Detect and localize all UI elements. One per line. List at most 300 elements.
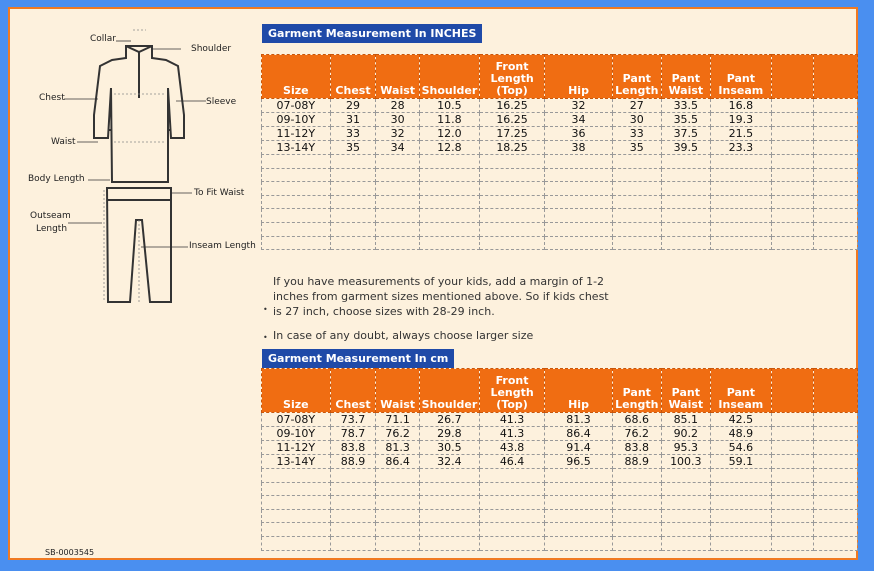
- empty-cell: [419, 182, 479, 196]
- measure-cell: 95.3: [661, 441, 710, 455]
- empty-cell: [330, 195, 376, 209]
- empty-cell: [661, 155, 710, 169]
- column-header-line: (Top): [496, 84, 528, 97]
- label-sleeve: Sleeve: [206, 97, 237, 107]
- empty-cell: [661, 523, 710, 537]
- empty-cell: [661, 182, 710, 196]
- column-header-line: Chest: [335, 398, 371, 411]
- empty-cell: [262, 182, 331, 196]
- column-header: [661, 369, 710, 413]
- label-outseam-length: Length: [36, 224, 68, 234]
- column-header: [419, 55, 479, 99]
- empty-cell: [710, 509, 771, 523]
- measure-cell: 11.8: [419, 113, 479, 127]
- measure-cell: 88.9: [330, 455, 376, 469]
- empty-cell: [479, 496, 544, 510]
- empty-cell: [479, 155, 544, 169]
- measure-cell: 34: [545, 113, 613, 127]
- measure-cell: 54.6: [710, 441, 771, 455]
- empty-cell: [661, 496, 710, 510]
- empty-cell: [612, 509, 661, 523]
- empty-cell: [612, 209, 661, 223]
- empty-cell: [262, 496, 331, 510]
- measure-cell: 73.7: [330, 413, 376, 427]
- measure-cell: 16.8: [710, 99, 771, 113]
- cm-section-title: Garment Measurement In cm: [262, 349, 454, 368]
- empty-cell: [419, 523, 479, 537]
- column-header-line: Waist: [380, 84, 416, 97]
- empty-cell: [710, 195, 771, 209]
- measure-cell: 10.5: [419, 99, 479, 113]
- measure-cell: 34: [376, 141, 420, 155]
- column-header-line: Chest: [335, 84, 371, 97]
- empty-cell: [612, 469, 661, 483]
- table-row: [262, 141, 858, 155]
- empty-row: [262, 222, 858, 236]
- empty-cell: [771, 455, 813, 469]
- empty-cell: [479, 523, 544, 537]
- measure-cell: 19.3: [710, 113, 771, 127]
- empty-cell: [376, 155, 420, 169]
- measure-cell: 96.5: [545, 455, 613, 469]
- empty-cell: [612, 482, 661, 496]
- empty-cell: [814, 455, 858, 469]
- empty-cell: [262, 195, 331, 209]
- sizing-note-line-2: inches from garment sizes mentioned above. So if kids chest: [273, 290, 609, 303]
- measure-cell: 21.5: [710, 127, 771, 141]
- measure-cell: 83.8: [612, 441, 661, 455]
- column-header-line: [420, 375, 479, 387]
- empty-cell: [330, 168, 376, 182]
- empty-cell: [545, 482, 613, 496]
- measure-cell: 28: [376, 99, 420, 113]
- column-header: [710, 55, 771, 99]
- measure-cell: 29: [330, 99, 376, 113]
- empty-cell: [612, 155, 661, 169]
- column-header: [545, 55, 613, 99]
- table-row: [262, 427, 858, 441]
- column-header-line: Length: [490, 386, 534, 399]
- empty-cell: [814, 222, 858, 236]
- column-header-line: Front: [495, 60, 529, 73]
- measure-cell: 90.2: [661, 427, 710, 441]
- size-cell: 13-14Y: [262, 141, 331, 155]
- empty-row: [262, 195, 858, 209]
- empty-cell: [545, 168, 613, 182]
- column-header: [661, 55, 710, 99]
- measure-cell: 83.8: [330, 441, 376, 455]
- empty-cell: [771, 209, 813, 223]
- empty-cell: [612, 523, 661, 537]
- empty-cell: [376, 195, 420, 209]
- table-row: [262, 455, 858, 469]
- size-cell: 07-08Y: [262, 413, 331, 427]
- table-row: [262, 127, 858, 141]
- column-header-line: Pant: [622, 72, 651, 85]
- column-header: [612, 369, 661, 413]
- empty-cell: [419, 469, 479, 483]
- empty-cell: [330, 155, 376, 169]
- empty-cell: [262, 236, 331, 250]
- column-header-line: [376, 375, 419, 387]
- empty-row: [262, 523, 858, 537]
- empty-cell: [814, 236, 858, 250]
- empty-cell: [479, 168, 544, 182]
- empty-cell: [710, 523, 771, 537]
- column-header-line: Hip: [568, 398, 589, 411]
- size-cell: 13-14Y: [262, 455, 331, 469]
- empty-row: [262, 168, 858, 182]
- measure-cell: 42.5: [710, 413, 771, 427]
- empty-row: [262, 209, 858, 223]
- empty-cell: [419, 222, 479, 236]
- empty-cell: [545, 536, 613, 550]
- empty-cell: [419, 155, 479, 169]
- empty-cell: [479, 482, 544, 496]
- empty-row: [262, 536, 858, 550]
- empty-cell: [771, 195, 813, 209]
- empty-cell: [814, 209, 858, 223]
- kurta-pajama-illustration: [16, 20, 261, 320]
- column-header-line: Inseam: [718, 398, 764, 411]
- empty-cell: [479, 236, 544, 250]
- measure-cell: 36: [545, 127, 613, 141]
- label-inseam: Inseam Length: [189, 241, 256, 251]
- empty-cell: [771, 469, 813, 483]
- size-cell: 07-08Y: [262, 99, 331, 113]
- measure-cell: 16.25: [479, 99, 544, 113]
- sizing-note-line-3: is 27 inch, choose sizes with 28-29 inch.: [273, 305, 495, 318]
- label-outseam: Outseam: [30, 211, 71, 221]
- column-header: [710, 369, 771, 413]
- measure-cell: 33: [612, 127, 661, 141]
- sizing-note-line-1: If you have measurements of your kids, add a margin of 1-2: [273, 275, 605, 288]
- column-header-line: Length: [615, 84, 659, 97]
- measure-cell: 41.3: [479, 427, 544, 441]
- empty-cell: [612, 182, 661, 196]
- empty-cell: [771, 236, 813, 250]
- label-shoulder: Shoulder: [191, 44, 232, 54]
- empty-cell: [661, 195, 710, 209]
- empty-cell: [814, 482, 858, 496]
- measure-cell: 100.3: [661, 455, 710, 469]
- empty-cell: [814, 99, 858, 113]
- empty-cell: [376, 523, 420, 537]
- empty-cell: [262, 155, 331, 169]
- measure-cell: 32.4: [419, 455, 479, 469]
- empty-cell: [262, 209, 331, 223]
- empty-cell: [262, 509, 331, 523]
- empty-cell: [814, 496, 858, 510]
- measure-cell: 31: [330, 113, 376, 127]
- column-header: [330, 369, 376, 413]
- size-cell: 11-12Y: [262, 441, 331, 455]
- column-header-line: Shoulder: [421, 398, 478, 411]
- empty-cell: [262, 469, 331, 483]
- measure-cell: 18.25: [479, 141, 544, 155]
- empty-cell: [814, 195, 858, 209]
- empty-cell: [814, 182, 858, 196]
- table-row: [262, 99, 858, 113]
- doubt-note: In case of any doubt, always choose larger size: [273, 329, 534, 342]
- empty-header-cell: [814, 369, 858, 413]
- empty-cell: [262, 482, 331, 496]
- empty-header-cell: [771, 369, 813, 413]
- empty-cell: [376, 182, 420, 196]
- measure-cell: 81.3: [545, 413, 613, 427]
- column-header-line: Pant: [726, 72, 755, 85]
- column-header-line: Hip: [568, 84, 589, 97]
- empty-cell: [545, 496, 613, 510]
- column-header-line: Pant: [622, 386, 651, 399]
- empty-cell: [661, 209, 710, 223]
- empty-cell: [419, 236, 479, 250]
- empty-cell: [710, 236, 771, 250]
- column-header-line: [376, 61, 419, 73]
- header-row: [262, 369, 858, 413]
- column-header-line: [331, 61, 376, 73]
- empty-cell: [545, 469, 613, 483]
- empty-cell: [612, 236, 661, 250]
- column-header: [262, 55, 331, 99]
- empty-cell: [710, 182, 771, 196]
- empty-cell: [376, 509, 420, 523]
- empty-cell: [661, 236, 710, 250]
- empty-cell: [419, 168, 479, 182]
- empty-cell: [479, 182, 544, 196]
- empty-cell: [710, 155, 771, 169]
- empty-cell: [330, 209, 376, 223]
- empty-cell: [710, 168, 771, 182]
- column-header: [612, 55, 661, 99]
- empty-cell: [710, 469, 771, 483]
- empty-cell: [771, 113, 813, 127]
- empty-cell: [814, 168, 858, 182]
- empty-cell: [710, 482, 771, 496]
- empty-cell: [419, 482, 479, 496]
- empty-cell: [814, 523, 858, 537]
- empty-cell: [710, 496, 771, 510]
- empty-cell: [330, 523, 376, 537]
- label-chest: Chest: [39, 93, 65, 103]
- measure-cell: 37.5: [661, 127, 710, 141]
- measure-cell: 33.5: [661, 99, 710, 113]
- empty-row: [262, 509, 858, 523]
- column-header-line: Pant: [671, 72, 700, 85]
- empty-cell: [376, 469, 420, 483]
- measure-cell: 91.4: [545, 441, 613, 455]
- empty-cell: [612, 496, 661, 510]
- empty-cell: [419, 209, 479, 223]
- label-waist: Waist: [51, 137, 76, 147]
- measure-cell: 71.1: [376, 413, 420, 427]
- empty-cell: [262, 523, 331, 537]
- empty-cell: [330, 469, 376, 483]
- measure-cell: 81.3: [376, 441, 420, 455]
- empty-cell: [376, 168, 420, 182]
- table-row: [262, 413, 858, 427]
- measure-cell: 23.3: [710, 141, 771, 155]
- empty-cell: [612, 536, 661, 550]
- empty-row: [262, 182, 858, 196]
- measure-cell: 12.8: [419, 141, 479, 155]
- empty-cell: [330, 222, 376, 236]
- column-header: [376, 55, 420, 99]
- measure-cell: 86.4: [376, 455, 420, 469]
- measure-cell: 76.2: [612, 427, 661, 441]
- empty-cell: [376, 536, 420, 550]
- measure-cell: 86.4: [545, 427, 613, 441]
- empty-cell: [545, 222, 613, 236]
- empty-cell: [771, 496, 813, 510]
- column-header-line: Front: [495, 374, 529, 387]
- measure-cell: 46.4: [479, 455, 544, 469]
- garment-diagram: [16, 20, 261, 320]
- empty-cell: [710, 536, 771, 550]
- measure-cell: 12.0: [419, 127, 479, 141]
- measure-cell: 35.5: [661, 113, 710, 127]
- table-row: [262, 441, 858, 455]
- empty-cell: [376, 209, 420, 223]
- column-header: [330, 55, 376, 99]
- empty-row: [262, 482, 858, 496]
- header-row: [262, 55, 858, 99]
- column-header: [479, 369, 544, 413]
- empty-cell: [814, 127, 858, 141]
- measure-cell: 27: [612, 99, 661, 113]
- empty-cell: [376, 222, 420, 236]
- measure-cell: 32: [545, 99, 613, 113]
- empty-cell: [814, 469, 858, 483]
- empty-cell: [771, 182, 813, 196]
- measure-cell: 76.2: [376, 427, 420, 441]
- measure-cell: 30: [612, 113, 661, 127]
- empty-cell: [330, 236, 376, 250]
- column-header-line: [331, 375, 376, 387]
- measure-cell: 26.7: [419, 413, 479, 427]
- empty-cell: [771, 168, 813, 182]
- inches-table: [261, 54, 858, 250]
- empty-cell: [262, 168, 331, 182]
- empty-cell: [330, 182, 376, 196]
- measure-cell: 30: [376, 113, 420, 127]
- column-header-line: Length: [615, 398, 659, 411]
- empty-cell: [479, 222, 544, 236]
- empty-cell: [814, 536, 858, 550]
- empty-cell: [330, 509, 376, 523]
- measure-cell: 16.25: [479, 113, 544, 127]
- column-header: [545, 369, 613, 413]
- measure-cell: 32: [376, 127, 420, 141]
- empty-cell: [330, 482, 376, 496]
- empty-cell: [330, 536, 376, 550]
- column-header-line: Size: [283, 84, 309, 97]
- empty-row: [262, 469, 858, 483]
- empty-cell: [376, 482, 420, 496]
- column-header-line: [545, 375, 612, 387]
- empty-cell: [545, 195, 613, 209]
- empty-row: [262, 236, 858, 250]
- column-header-line: Waist: [668, 84, 704, 97]
- column-header: [262, 369, 331, 413]
- empty-cell: [771, 509, 813, 523]
- empty-cell: [771, 523, 813, 537]
- empty-cell: [262, 222, 331, 236]
- empty-cell: [419, 509, 479, 523]
- column-header-line: (Top): [496, 398, 528, 411]
- label-to-fit-waist: To Fit Waist: [194, 188, 245, 198]
- column-header-line: [420, 61, 479, 73]
- size-cell: 09-10Y: [262, 113, 331, 127]
- measure-cell: 33: [330, 127, 376, 141]
- empty-cell: [661, 469, 710, 483]
- inches-section-title: Garment Measurement In INCHES: [262, 24, 482, 43]
- empty-cell: [612, 195, 661, 209]
- empty-cell: [545, 182, 613, 196]
- measure-cell: 59.1: [710, 455, 771, 469]
- empty-cell: [419, 195, 479, 209]
- empty-cell: [771, 222, 813, 236]
- empty-cell: [771, 155, 813, 169]
- empty-cell: [479, 469, 544, 483]
- column-header-line: [262, 61, 330, 73]
- label-collar: Collar: [90, 34, 117, 44]
- measure-cell: 43.8: [479, 441, 544, 455]
- measure-cell: 17.25: [479, 127, 544, 141]
- table-row: [262, 113, 858, 127]
- empty-cell: [479, 209, 544, 223]
- column-header: [479, 55, 544, 99]
- column-header-line: Waist: [668, 398, 704, 411]
- empty-cell: [771, 141, 813, 155]
- column-header-line: [545, 61, 612, 73]
- empty-row: [262, 155, 858, 169]
- empty-cell: [545, 523, 613, 537]
- empty-cell: [814, 155, 858, 169]
- product-code: SB-0003545: [45, 548, 95, 557]
- empty-cell: [771, 441, 813, 455]
- bullet-2: •: [263, 333, 268, 342]
- empty-cell: [771, 482, 813, 496]
- label-body-length: Body Length: [28, 174, 85, 184]
- measure-cell: 29.8: [419, 427, 479, 441]
- empty-cell: [419, 536, 479, 550]
- measure-cell: 38: [545, 141, 613, 155]
- column-header-line: [262, 375, 330, 387]
- empty-cell: [419, 496, 479, 510]
- empty-cell: [814, 113, 858, 127]
- measure-cell: 85.1: [661, 413, 710, 427]
- size-cell: 11-12Y: [262, 127, 331, 141]
- empty-cell: [545, 209, 613, 223]
- empty-cell: [661, 222, 710, 236]
- empty-header-cell: [814, 55, 858, 99]
- empty-cell: [814, 141, 858, 155]
- empty-cell: [545, 236, 613, 250]
- measure-cell: 41.3: [479, 413, 544, 427]
- empty-cell: [612, 168, 661, 182]
- column-header-line: Inseam: [718, 84, 764, 97]
- empty-cell: [545, 155, 613, 169]
- empty-cell: [376, 496, 420, 510]
- empty-cell: [771, 99, 813, 113]
- empty-cell: [814, 441, 858, 455]
- column-header-line: Pant: [726, 386, 755, 399]
- size-cell: 09-10Y: [262, 427, 331, 441]
- measure-cell: 88.9: [612, 455, 661, 469]
- column-header-line: Shoulder: [421, 84, 478, 97]
- empty-cell: [661, 168, 710, 182]
